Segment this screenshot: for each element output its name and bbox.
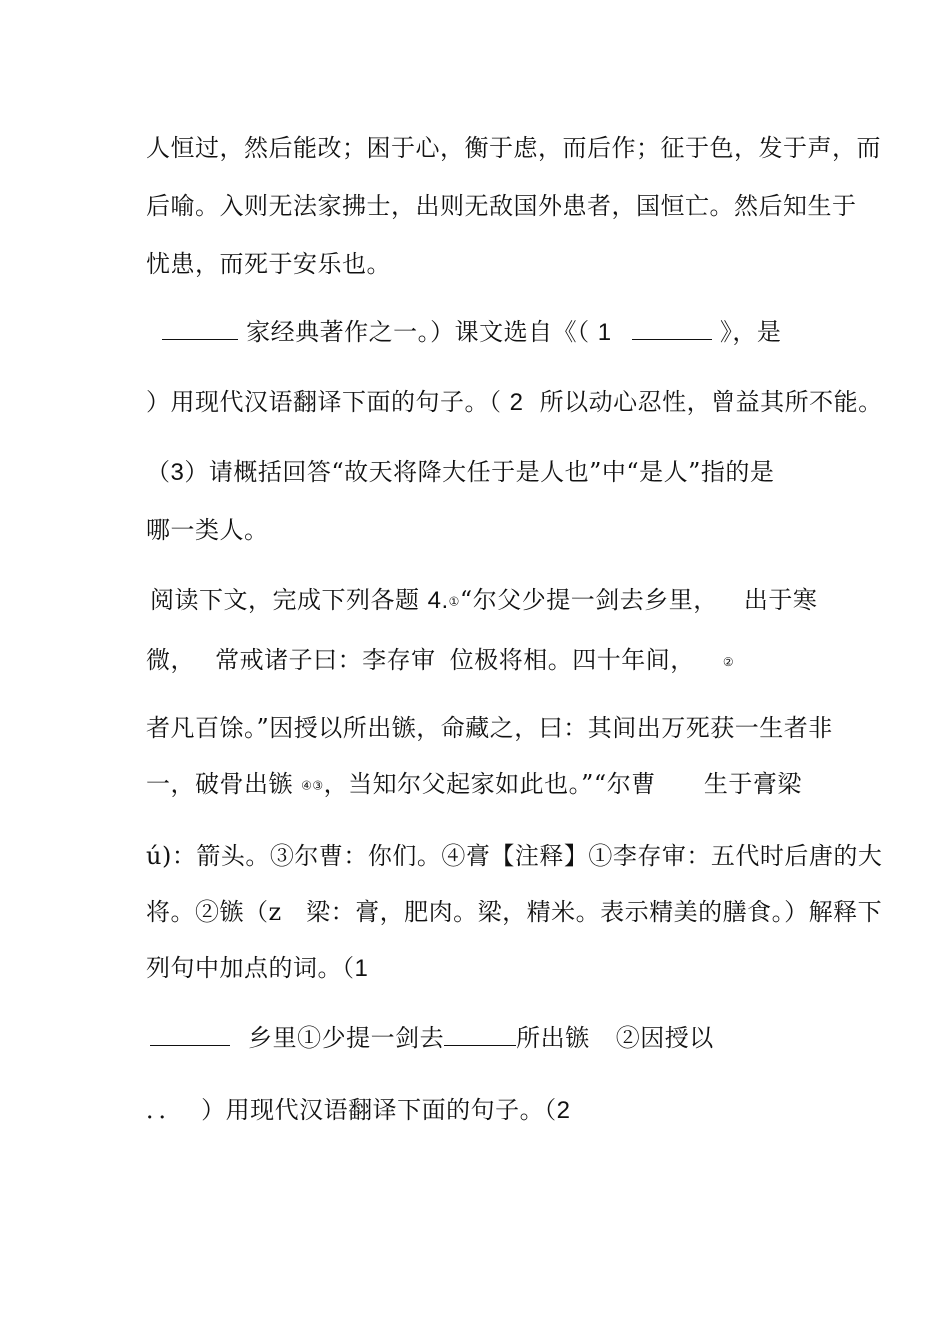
question-2-line: [146, 386, 883, 419]
text-span: 一，破骨出镞: [146, 770, 293, 798]
question-number: 3: [170, 459, 185, 486]
text-line: 将。②镞（z 梁：膏，肥肉。梁，精米。表示精美的膳食。）解释下: [146, 898, 883, 926]
question-number: 1: [354, 955, 369, 982]
text-line: 人恒过，然后能改；困于心，衡于虑，而后作；征于色，发于声，而: [146, 134, 881, 162]
text-span: ）用现代汉语翻译下面的句子。（: [201, 1096, 557, 1124]
text-line: 后喻。入则无法家拂士，出则无敌国外患者，国恒亡。然后知生于: [146, 192, 857, 220]
question-1-line: [162, 316, 781, 349]
question-3-line: [146, 456, 774, 489]
answer-blank[interactable]: [162, 319, 238, 340]
text-line: [146, 952, 368, 985]
answer-blank[interactable]: [150, 1025, 230, 1046]
emphasis-dots: ．．: [146, 1096, 183, 1124]
text-span: ②因授以: [615, 1024, 714, 1052]
footnote-marker: ②: [722, 654, 735, 669]
question-text: 家经典著作之一。）课文选自《（: [246, 318, 590, 346]
text-span: 生于膏梁: [703, 770, 802, 798]
text-line: [146, 644, 734, 678]
text-line: 哪一类人。: [146, 516, 269, 544]
text-span: 所出镞: [516, 1024, 590, 1052]
answer-blank[interactable]: [632, 319, 712, 340]
question-text: 》，是: [719, 318, 782, 346]
text-span: 常戒诸子曰：李存审: [215, 646, 436, 674]
section-text: “尔父少提一剑去乡里，: [459, 586, 718, 614]
text-line: [146, 768, 802, 802]
answer-line: [150, 1022, 714, 1054]
section-number: 4.: [427, 587, 449, 614]
answer-blank[interactable]: [444, 1025, 516, 1046]
text-line: ú)：箭头。③尔曹：你们。④膏【注释】①李存审：五代时后唐的大: [146, 842, 883, 870]
section-text: 出于寒: [743, 586, 818, 614]
text-line: 者凡百馀。”因授以所出镞，命藏之，曰：其间出万死获一生者非: [146, 714, 833, 742]
section-4-line: [150, 584, 817, 618]
text-line: [146, 1094, 571, 1127]
text-span: 乡里①少提一剑去: [248, 1024, 445, 1052]
text-line: 忧患，而死于安乐也。: [146, 250, 391, 278]
question-text: ）请概括回答“故天将降大任于是人也”中“是人”指的是: [184, 458, 775, 486]
question-number: 1: [597, 319, 612, 346]
question-number: 2: [556, 1097, 571, 1124]
text-span: 列句中加点的词。（: [146, 954, 355, 982]
text-span: 位极将相。四十年间，: [449, 646, 695, 674]
footnote-marker: ④③: [301, 778, 324, 793]
text-span: ，当知尔父起家如此也。”“尔曹: [323, 770, 656, 798]
question-sentence: 所以动心忍性，曾益其所不能。: [539, 388, 883, 416]
question-paren: （: [146, 458, 171, 486]
question-text: ）用现代汉语翻译下面的句子。（: [146, 388, 502, 416]
section-text: 阅读下文，完成下列各题: [150, 586, 420, 614]
footnote-marker: ①: [448, 594, 460, 609]
question-number: 2: [509, 389, 524, 416]
text-span: 微，: [146, 646, 195, 674]
